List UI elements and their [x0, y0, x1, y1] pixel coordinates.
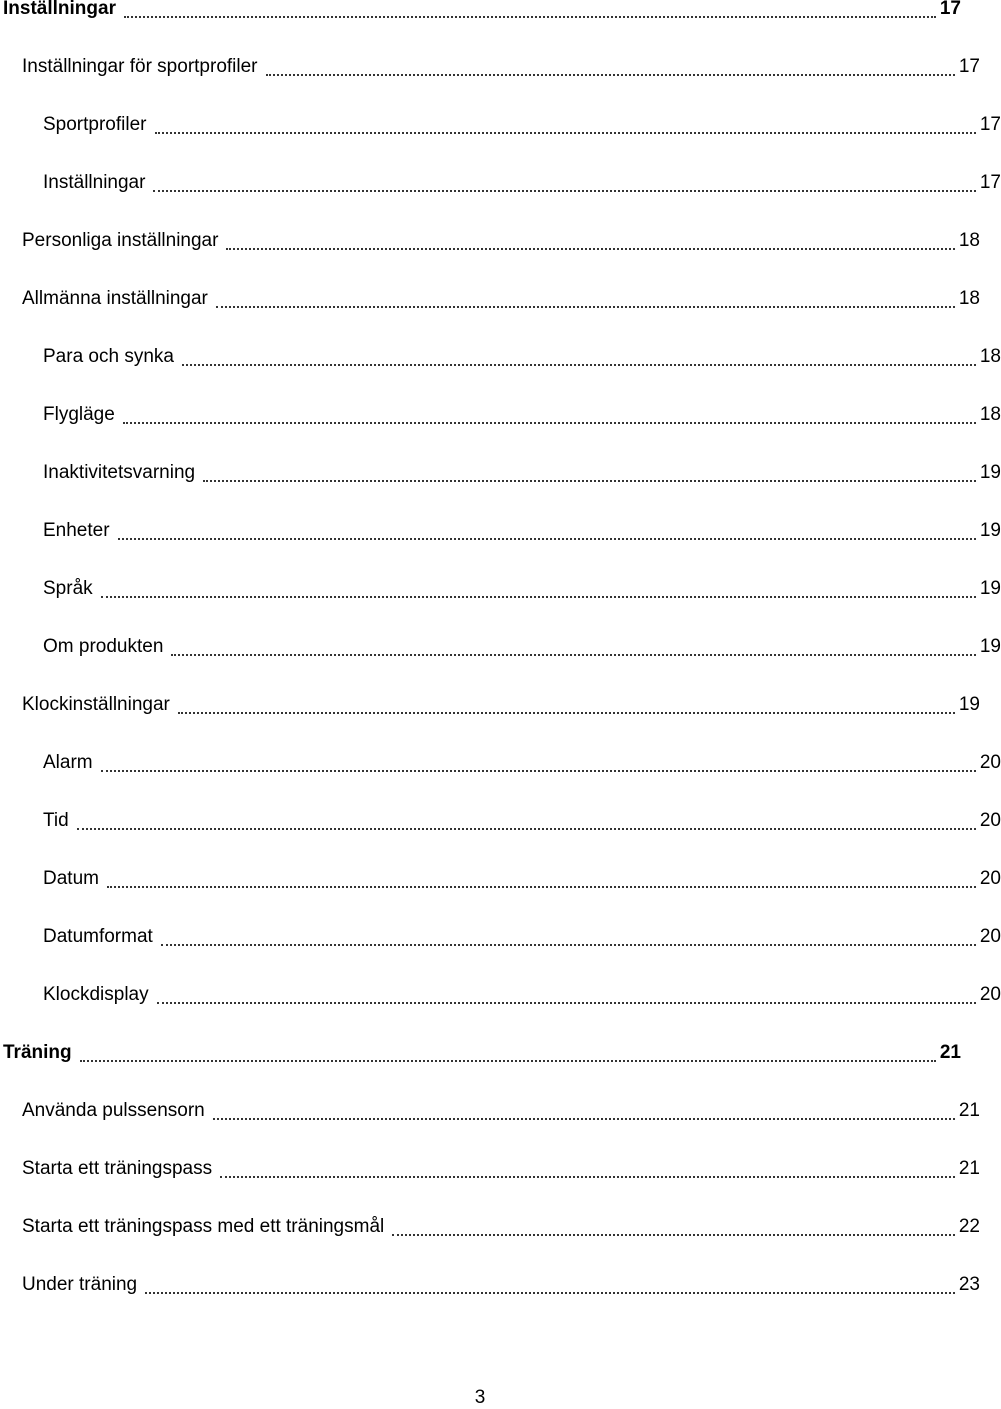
- toc-entry-page: 19: [979, 462, 1001, 483]
- toc-entry-page: 20: [979, 810, 1001, 831]
- toc-entry-title: Sportprofiler: [43, 114, 147, 135]
- toc-entry[interactable]: [0, 228, 980, 252]
- dot-leader: [101, 770, 976, 772]
- toc-entry-page: 20: [979, 868, 1001, 889]
- page-number: 3: [474, 1387, 486, 1408]
- toc-entry-title: Starta ett träningspass med ett träningsmål: [22, 1216, 385, 1237]
- dot-leader: [107, 886, 976, 888]
- toc-entry-title: Datum: [43, 868, 99, 889]
- toc-entry[interactable]: [0, 1272, 980, 1296]
- toc-entry[interactable]: [0, 692, 980, 716]
- toc-entry[interactable]: [0, 518, 1001, 542]
- dot-leader: [266, 74, 955, 76]
- toc-entry[interactable]: [0, 0, 961, 20]
- dot-leader: [213, 1118, 955, 1120]
- toc-entry-title: Datumformat: [43, 926, 153, 947]
- toc-entry-page: 18: [979, 404, 1001, 425]
- toc-entry-page: 18: [958, 288, 980, 309]
- toc-entry-page: 21: [939, 1042, 961, 1063]
- dot-leader: [101, 596, 976, 598]
- toc-entry[interactable]: [0, 112, 1001, 136]
- dot-leader: [226, 248, 954, 250]
- toc-entry[interactable]: [0, 808, 1001, 832]
- dot-leader: [80, 1060, 936, 1062]
- toc-entry-title: Personliga inställningar: [22, 230, 219, 251]
- toc-entry-title: Inställningar: [43, 172, 146, 193]
- toc-entry-title: Klockinställningar: [22, 694, 170, 715]
- toc-entry-title: Språk: [43, 578, 93, 599]
- toc-entry[interactable]: [0, 1040, 961, 1064]
- toc-entry-page: 20: [979, 752, 1001, 773]
- toc-entry-page: 20: [979, 926, 1001, 947]
- toc-entry-title: Para och synka: [43, 346, 174, 367]
- dot-leader: [153, 190, 975, 192]
- toc-entry-title: Använda pulssensorn: [22, 1100, 205, 1121]
- toc-entry-title: Tid: [43, 810, 69, 831]
- dot-leader: [118, 538, 976, 540]
- toc-entry-page: 20: [979, 984, 1001, 1005]
- dot-leader: [182, 364, 976, 366]
- toc-entry-page: 19: [979, 636, 1001, 657]
- toc-entry[interactable]: [0, 982, 1001, 1006]
- toc-entry[interactable]: [0, 576, 1001, 600]
- toc-entry[interactable]: [0, 170, 1001, 194]
- dot-leader: [145, 1292, 955, 1294]
- toc-entry-title: Starta ett träningspass: [22, 1158, 213, 1179]
- toc-entry-title: Allmänna inställningar: [22, 288, 208, 309]
- toc-entry-page: 18: [958, 230, 980, 251]
- toc-entry[interactable]: [0, 460, 1001, 484]
- toc-entry-page: 17: [939, 0, 961, 19]
- toc-entry[interactable]: [0, 634, 1001, 658]
- toc-entry[interactable]: [0, 1156, 980, 1180]
- toc-entry-title: Enheter: [43, 520, 110, 541]
- toc-entry-page: 18: [979, 346, 1001, 367]
- dot-leader: [77, 828, 976, 830]
- toc-entry[interactable]: [0, 866, 1001, 890]
- toc-entry-page: 21: [958, 1158, 980, 1179]
- dot-leader: [220, 1176, 955, 1178]
- toc-entry-title: Inställningar för sportprofiler: [22, 56, 258, 77]
- dot-leader: [171, 654, 975, 656]
- dot-leader: [203, 480, 976, 482]
- toc-entry-page: 17: [979, 172, 1001, 193]
- toc-entry-title: Om produkten: [43, 636, 164, 657]
- toc-entry-title: Under träning: [22, 1274, 138, 1295]
- toc-entry[interactable]: [0, 344, 1001, 368]
- dot-leader: [157, 1002, 976, 1004]
- toc-entry-page: 17: [979, 114, 1001, 135]
- dot-leader: [161, 944, 976, 946]
- toc-entry-page: 19: [979, 520, 1001, 541]
- toc-entry-page: 17: [958, 56, 980, 77]
- toc-entry-title: Alarm: [43, 752, 93, 773]
- toc-entry-page: 19: [979, 578, 1001, 599]
- toc-entry-page: 22: [958, 1216, 980, 1237]
- toc-entry-title: Klockdisplay: [43, 984, 149, 1005]
- toc-entry[interactable]: [0, 54, 980, 78]
- toc-entry-page: 23: [958, 1274, 980, 1295]
- toc-entry-title: Träning: [3, 1042, 72, 1063]
- toc-entry[interactable]: [0, 924, 1001, 948]
- toc-entry-title: Inaktivitetsvarning: [43, 462, 196, 483]
- toc-entry[interactable]: [0, 286, 980, 310]
- toc-entry-page: 19: [958, 694, 980, 715]
- dot-leader: [124, 16, 936, 18]
- toc-entry[interactable]: [0, 1098, 980, 1122]
- toc-entry-page: 21: [958, 1100, 980, 1121]
- toc-entry[interactable]: [0, 1214, 980, 1238]
- toc-entry-title: Flygläge: [43, 404, 115, 425]
- dot-leader: [155, 132, 976, 134]
- dot-leader: [178, 712, 955, 714]
- toc-entry[interactable]: [0, 750, 1001, 774]
- dot-leader: [392, 1234, 955, 1236]
- toc-entry-title: Inställningar: [3, 0, 116, 19]
- toc-entry[interactable]: [0, 402, 1001, 426]
- dot-leader: [123, 422, 976, 424]
- dot-leader: [216, 306, 955, 308]
